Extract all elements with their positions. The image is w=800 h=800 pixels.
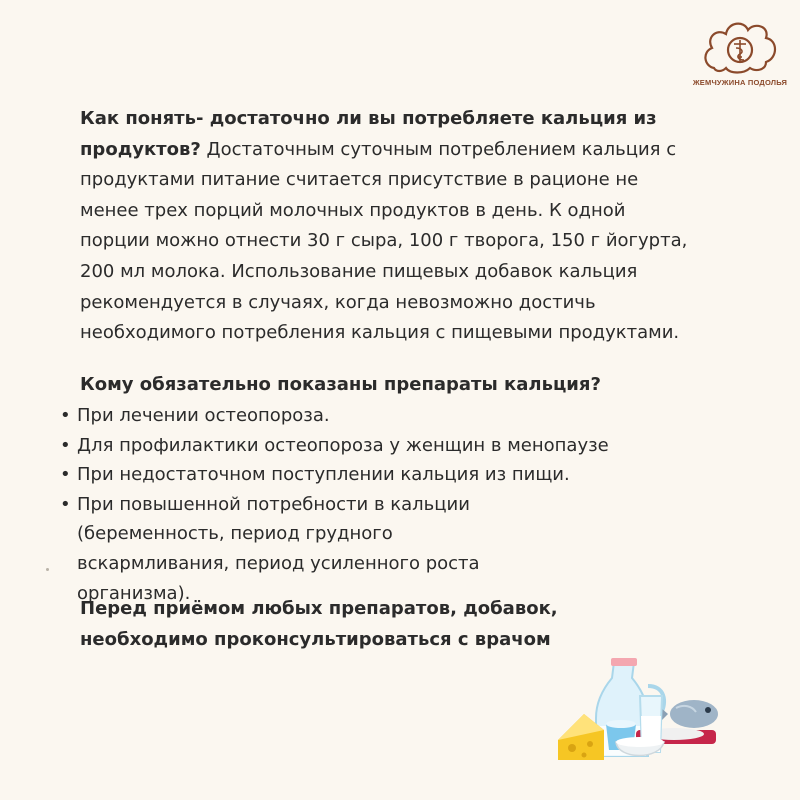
list-item: • При недостаточном поступлении кальция из пищи. [60,460,720,490]
dairy-products-illustration [556,656,726,766]
warning-text: Перед приёмом любых препаратов, добавок, необходимо проконсультироваться с врачом [80,598,558,650]
brand-name: ЖЕМЧУЖИНА ПОДОЛЬЯ [692,78,788,87]
list-item: • Для профилактики остеопороза у женщин в менопаузе [60,431,720,461]
intro-question: Как понять- достаточно ли вы потребляете кальция из продуктов? [80,108,657,160]
decorative-dot [46,568,49,571]
brand-logo [688,16,792,96]
list-item: • При повышенной потребности в кальции (беременность, период грудного вскармливания, период усиленного роста организма). [60,490,547,608]
indications-list [60,401,720,608]
intro-text: Достаточным суточным потреблением кальция с продуктами питание считается присутствие в рационе не менее трех порций молочных продуктов в день. К одной порции можно отнести 30 г сыра, 100 г творога, 150 г йогурта, 200 мл молока. Использование пищевых добавок кальция рекомендуется в случаях, когда невозможно достичь необходимого потребления кальция с пищевыми продуктами. [80,138,688,344]
list-item: • При лечении остеопороза. [60,401,720,431]
intro-paragraph [80,104,700,349]
pearl-shell-caduceus-icon [700,16,780,76]
indications-heading: Кому обязательно показаны препараты кальция? [80,374,601,395]
